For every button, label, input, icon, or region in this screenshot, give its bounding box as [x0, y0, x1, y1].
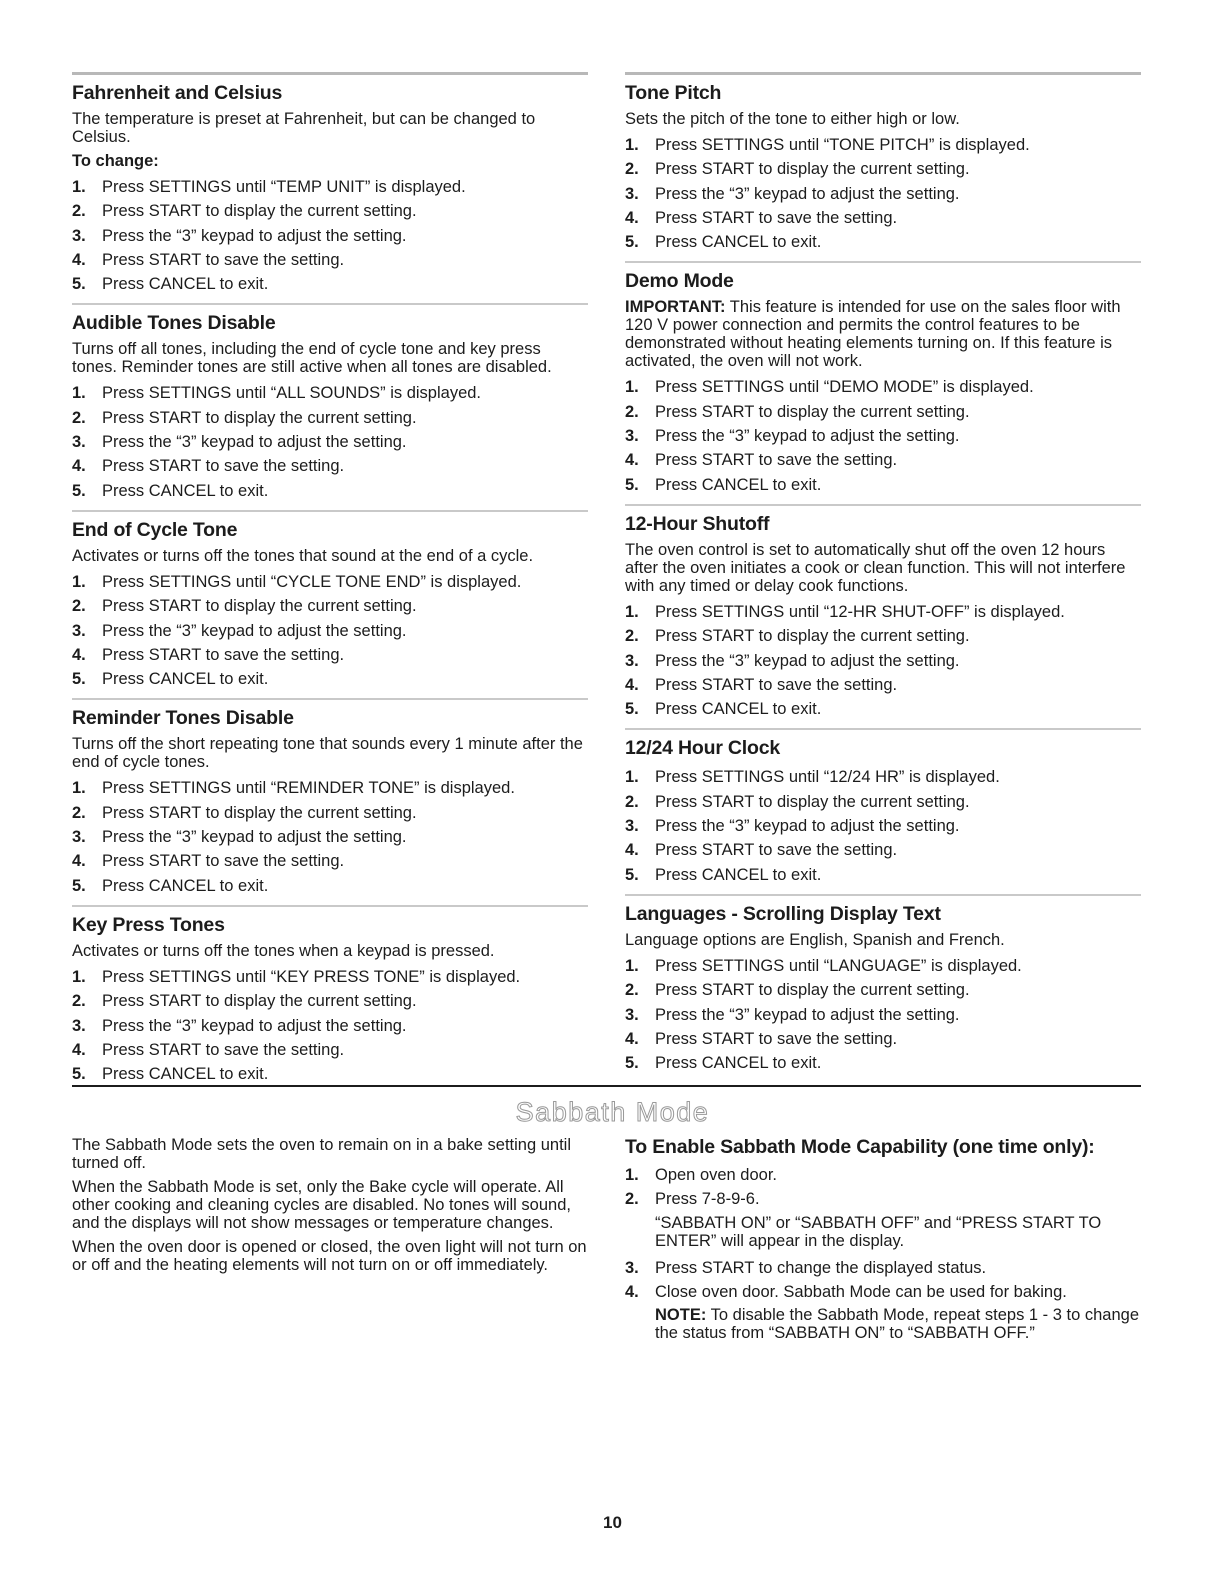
- sabbath-note: [625, 1306, 1145, 1342]
- section-reminder-tones-disable: [72, 698, 588, 897]
- step-text: Close oven door. Sabbath Mode can be used for baking.: [655, 1282, 1067, 1301]
- important-text: This feature is intended for use on the sales floor with 120 V power connection and permits the control features to be demonstrated without heating elements turning on. If this feature is activated, the oven will not work.: [625, 298, 1121, 371]
- step-number: 1.: [72, 779, 86, 798]
- step-number: 5.: [72, 1065, 86, 1084]
- list-item: [72, 430, 588, 454]
- section-key-press-tones: [72, 905, 588, 1086]
- step-text: Press CANCEL to exit.: [102, 481, 269, 500]
- step-number: 1.: [625, 956, 639, 975]
- list-item: [72, 1014, 588, 1038]
- step-text: Press the “3” keypad to adjust the setting.: [102, 621, 407, 640]
- steps-list: [625, 954, 1141, 1075]
- list-item: [72, 224, 588, 248]
- left-column: [72, 72, 588, 1093]
- sabbath-enable-title: To Enable Sabbath Mode Capability (one time only):: [625, 1136, 1095, 1158]
- step-text: Press CANCEL to exit.: [655, 1054, 822, 1073]
- list-item: [72, 272, 588, 296]
- list-item: [625, 1280, 1145, 1304]
- step-text: Press START to change the displayed status.: [655, 1258, 987, 1277]
- list-item: [625, 1027, 1141, 1051]
- step-number: 5.: [72, 670, 86, 689]
- list-item: [625, 954, 1141, 978]
- step-text: Press SETTINGS until “12/24 HR” is displayed.: [655, 768, 1000, 787]
- step-number: 1.: [72, 384, 86, 403]
- section-intro: Activates or turns off the tones when a keypad is pressed.: [72, 941, 495, 960]
- list-item: [625, 473, 1141, 497]
- list-item: [72, 989, 588, 1013]
- list-item: [625, 814, 1141, 838]
- list-item: [625, 697, 1141, 721]
- steps-list: [625, 133, 1141, 254]
- list-item: [72, 479, 588, 503]
- list-item: [625, 157, 1141, 181]
- step-text: Press CANCEL to exit.: [655, 865, 822, 884]
- list-item: [72, 570, 588, 594]
- list-item: [625, 424, 1141, 448]
- step-number: 3.: [625, 1005, 639, 1024]
- step-text: Press START to display the current setting.: [102, 597, 417, 616]
- list-item: [72, 849, 588, 873]
- right-column: [625, 72, 1141, 1082]
- list-item: [72, 643, 588, 667]
- step-number: 1.: [625, 378, 639, 397]
- list-item: [625, 1187, 1145, 1211]
- list-item: [72, 776, 588, 800]
- sabbath-paragraph: When the oven door is opened or closed, the oven light will not turn on or off and the heating elements will not turn on or off immediately.: [72, 1238, 587, 1274]
- step-number: 1.: [625, 768, 639, 787]
- section-intro: Turns off all tones, including the end of cycle tone and key press tones. Reminder tones are still active when all tones are disabled.: [72, 340, 552, 377]
- step-number: 5.: [625, 700, 639, 719]
- step-number: 3.: [625, 184, 639, 203]
- step-number: 4.: [625, 841, 639, 860]
- list-item: [72, 1038, 588, 1062]
- section-intro: Language options are English, Spanish and French.: [625, 930, 1005, 949]
- list-item: [625, 133, 1141, 157]
- step-number: 3.: [72, 433, 86, 452]
- list-item: [625, 624, 1141, 648]
- step-number: 1.: [72, 178, 86, 196]
- step-text: Press the “3” keypad to adjust the setting.: [102, 1016, 407, 1035]
- page-number: 10: [603, 1513, 622, 1532]
- steps-list: [625, 600, 1141, 721]
- steps-list: [72, 776, 588, 897]
- step-number: 4.: [72, 645, 86, 664]
- step-text: Press START to save the setting.: [655, 675, 898, 694]
- section-title: Tone Pitch: [625, 82, 722, 104]
- step-text: Press START to display the current setting.: [655, 627, 970, 646]
- step-text: Press START to display the current setting.: [655, 792, 970, 811]
- step-note: “SABBATH ON” or “SABBATH OFF” and “PRESS START TO ENTER” will appear in the display.: [655, 1213, 1102, 1250]
- step-text: Press SETTINGS until “LANGUAGE” is displayed.: [655, 956, 1022, 975]
- steps-list: [625, 375, 1141, 496]
- step-text: Press START to display the current setting.: [102, 408, 417, 427]
- step-number: 5.: [72, 275, 86, 294]
- step-text: Press CANCEL to exit.: [655, 700, 822, 719]
- step-number: 2.: [625, 160, 639, 179]
- list-item: [72, 667, 588, 691]
- step-text: Press the “3” keypad to adjust the setting.: [655, 1005, 960, 1024]
- section-intro: Turns off the short repeating tone that sounds every 1 minute after the end of cycle tones.: [72, 735, 583, 772]
- section-languages: [625, 894, 1141, 1075]
- step-text: Press SETTINGS until “ALL SOUNDS” is displayed.: [102, 384, 482, 403]
- section-title: Languages - Scrolling Display Text: [625, 902, 941, 925]
- list-item: [72, 406, 588, 430]
- step-number: 4.: [625, 1282, 639, 1301]
- step-text: Press START to save the setting.: [655, 451, 898, 470]
- step-text: Press START to display the current setting.: [102, 992, 417, 1011]
- list-item: [72, 825, 588, 849]
- sabbath-enable-instructions: [625, 1135, 1145, 1348]
- list-item: [625, 600, 1141, 624]
- step-number: 4.: [72, 1040, 86, 1059]
- step-text: Press SETTINGS until “TONE PITCH” is displayed.: [655, 136, 1030, 154]
- step-number: 3.: [72, 621, 86, 640]
- note-text: To disable the Sabbath Mode, repeat steps 1 - 3 to change the status from “SABBATH ON” to “SABBATH OFF.”: [655, 1306, 1140, 1343]
- step-number: 1.: [625, 136, 639, 154]
- section-audible-tones-disable: [72, 303, 588, 502]
- step-text: Press START to save the setting.: [655, 1029, 898, 1048]
- step-number: 4.: [72, 852, 86, 871]
- list-item: [625, 1256, 1145, 1280]
- steps-list: [72, 381, 588, 502]
- steps-list: [72, 570, 588, 691]
- step-text: Press START to save the setting.: [102, 852, 345, 871]
- section-title: Fahrenheit and Celsius: [72, 82, 283, 104]
- step-text: Open oven door.: [655, 1166, 778, 1184]
- step-number: 2.: [72, 803, 86, 822]
- step-number: 5.: [625, 865, 639, 884]
- step-text: Press CANCEL to exit.: [102, 670, 269, 689]
- section-12-24-hour-clock: [625, 728, 1141, 886]
- step-text: Press the “3” keypad to adjust the setting.: [102, 433, 407, 452]
- list-item: [72, 175, 588, 199]
- section-divider: [72, 1085, 1141, 1087]
- list-item: [72, 594, 588, 618]
- step-number: 1.: [625, 1166, 639, 1184]
- list-item: [72, 381, 588, 405]
- list-item: [72, 454, 588, 478]
- section-demo-mode: [625, 261, 1141, 496]
- step-text: Press SETTINGS until “TEMP UNIT” is displayed.: [102, 178, 466, 196]
- step-text: Press the “3” keypad to adjust the setting.: [655, 427, 960, 446]
- step-text: Press the “3” keypad to adjust the setting.: [655, 184, 960, 203]
- list-item: [72, 619, 588, 643]
- note-label: NOTE:: [655, 1306, 707, 1325]
- step-number: 2.: [72, 992, 86, 1011]
- list-item: [625, 400, 1141, 424]
- step-number: 4.: [625, 675, 639, 694]
- step-number: 4.: [72, 457, 86, 476]
- step-text: Press START to save the setting.: [655, 208, 898, 227]
- step-text: Press START to display the current setting.: [655, 981, 970, 1000]
- section-intro: Sets the pitch of the tone to either high or low.: [625, 110, 960, 128]
- step-text: Press 7-8-9-6.: [655, 1190, 760, 1209]
- step-number: 1.: [625, 602, 639, 621]
- section-tone-pitch: [625, 72, 1141, 254]
- list-item: [72, 874, 588, 898]
- section-subhead: To change:: [72, 152, 159, 170]
- section-intro: The oven control is set to automatically shut off the oven 12 hours after the oven initiates a cook or clean function. This will not interfere with any timed or delay cook functions.: [625, 540, 1126, 595]
- step-number: 3.: [72, 1016, 86, 1035]
- sabbath-paragraph: When the Sabbath Mode is set, only the Bake cycle will operate. All other cooking and cleaning cycles are disabled. No tones will sound, and the displays will not show messages or temperature changes.: [72, 1178, 571, 1232]
- step-text: Press SETTINGS until “REMINDER TONE” is displayed.: [102, 779, 515, 798]
- step-number: 4.: [625, 208, 639, 227]
- step-text: Press START to save the setting.: [102, 1040, 345, 1059]
- step-text: Press SETTINGS until “CYCLE TONE END” is displayed.: [102, 572, 522, 591]
- step-number: 2.: [625, 627, 639, 646]
- step-text: Press the “3” keypad to adjust the setting.: [102, 226, 407, 245]
- list-item: [625, 978, 1141, 1002]
- step-text: Press CANCEL to exit.: [655, 475, 822, 494]
- list-item: [625, 790, 1141, 814]
- step-number: 2.: [625, 981, 639, 1000]
- list-item: [625, 182, 1141, 206]
- step-number: 2.: [625, 792, 639, 811]
- list-item: [72, 248, 588, 272]
- step-number: 1.: [72, 572, 86, 591]
- step-number: 5.: [72, 876, 86, 895]
- step-number: 5.: [72, 481, 86, 500]
- important-label: IMPORTANT:: [625, 298, 726, 317]
- list-item: [625, 375, 1141, 399]
- step-text: Press START to display the current setting.: [102, 803, 417, 822]
- step-number: 4.: [72, 250, 86, 269]
- list-item: [625, 1051, 1141, 1075]
- steps-list: [72, 965, 588, 1086]
- step-text: Press START to save the setting.: [102, 250, 345, 269]
- step-text: Press START to display the current setting.: [655, 402, 970, 421]
- list-item: [625, 863, 1141, 887]
- section-title: 12/24 Hour Clock: [625, 737, 781, 760]
- section-end-of-cycle-tone: [72, 510, 588, 691]
- list-item: [72, 1062, 588, 1086]
- step-text: Press START to save the setting.: [655, 841, 898, 860]
- step-number: 3.: [72, 226, 86, 245]
- section-fahrenheit-celsius: [72, 72, 588, 296]
- step-text: Press the “3” keypad to adjust the setting.: [655, 817, 960, 836]
- section-intro: The temperature is preset at Fahrenheit, but can be changed to Celsius.: [72, 110, 536, 146]
- steps-list: [625, 765, 1141, 886]
- steps-list: [72, 175, 588, 296]
- step-text: Press CANCEL to exit.: [655, 233, 822, 252]
- step-text: Press the “3” keypad to adjust the setting.: [655, 651, 960, 670]
- list-item: [625, 448, 1141, 472]
- step-number: 4.: [625, 1029, 639, 1048]
- section-intro: Activates or turns off the tones that sound at the end of a cycle.: [72, 546, 534, 565]
- step-number: 1.: [72, 967, 86, 986]
- list-item: [625, 765, 1141, 789]
- sabbath-paragraph: The Sabbath Mode sets the oven to remain on in a bake setting until turned off.: [72, 1136, 571, 1172]
- list-item: [72, 801, 588, 825]
- step-text: Press START to display the current setting.: [102, 202, 417, 221]
- step-number: 5.: [625, 1054, 639, 1073]
- step-number: 3.: [625, 817, 639, 836]
- section-title: Audible Tones Disable: [72, 312, 276, 335]
- step-text: Press CANCEL to exit.: [102, 275, 269, 294]
- step-number: 2.: [625, 1190, 639, 1209]
- section-title: End of Cycle Tone: [72, 518, 238, 541]
- section-title: Key Press Tones: [72, 913, 225, 936]
- step-number: 2.: [72, 597, 86, 616]
- step-text: Press START to save the setting.: [102, 645, 345, 664]
- step-text: Press CANCEL to exit.: [102, 876, 269, 895]
- step-number: 3.: [72, 828, 86, 847]
- list-item: [625, 673, 1141, 697]
- step-text: Press the “3” keypad to adjust the setting.: [102, 828, 407, 847]
- steps-list: [625, 1163, 1145, 1212]
- step-text: Press SETTINGS until “DEMO MODE” is displayed.: [655, 378, 1034, 397]
- step-text: Press SETTINGS until “KEY PRESS TONE” is displayed.: [102, 967, 521, 986]
- step-number: 2.: [625, 402, 639, 421]
- list-item: [625, 1003, 1141, 1027]
- step-number: 4.: [625, 451, 639, 470]
- sabbath-mode-heading: Sabbath Mode: [515, 1097, 710, 1127]
- step-number: 3.: [625, 651, 639, 670]
- list-item: [625, 206, 1141, 230]
- list-item: [625, 1163, 1145, 1187]
- section-title: 12-Hour Shutoff: [625, 512, 770, 535]
- sabbath-description: [72, 1136, 588, 1280]
- list-item: [625, 649, 1141, 673]
- step-text: Press START to display the current setting.: [655, 160, 970, 179]
- step-text: Press CANCEL to exit.: [102, 1065, 269, 1084]
- list-item: [625, 838, 1141, 862]
- section-12-hour-shutoff: [625, 504, 1141, 721]
- step-text: Press SETTINGS until “12-HR SHUT-OFF” is displayed.: [655, 602, 1065, 621]
- step-text: Press START to save the setting.: [102, 457, 345, 476]
- step-number: 2.: [72, 408, 86, 427]
- section-intro: [625, 298, 1141, 370]
- list-item: [72, 199, 588, 223]
- section-title: Demo Mode: [625, 270, 734, 293]
- step-number: 3.: [625, 1258, 639, 1277]
- section-title: Reminder Tones Disable: [72, 707, 294, 730]
- step-number: 2.: [72, 202, 86, 221]
- step-number: 5.: [625, 475, 639, 494]
- list-item: [72, 965, 588, 989]
- steps-list: [625, 1256, 1145, 1305]
- list-item: [625, 230, 1141, 254]
- step-number: 5.: [625, 233, 639, 252]
- step-number: 3.: [625, 427, 639, 446]
